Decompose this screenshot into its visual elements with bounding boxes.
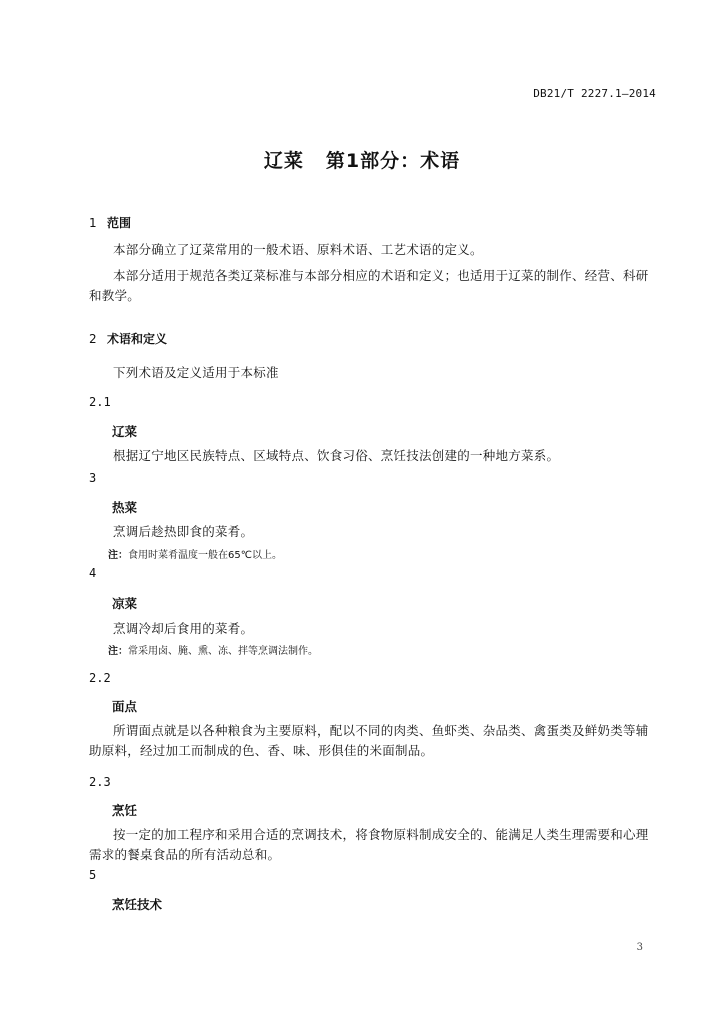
section-heading-scope [89,214,131,231]
clause-number: 4 [89,566,97,580]
term-definition: 烹调冷却后食用的菜肴。 [113,621,254,636]
clause-number: 2.1 [89,395,111,409]
term-definition: 按一定的加工程序和采用合适的烹调技术，将食物原料制成安全的、能满足人类生理需要和心理需求的餐桌食品的所有活动总和。 [89,827,649,862]
term-note [108,642,318,657]
note-text: 食用时菜肴温度一般在65℃以上。 [128,550,282,561]
note-label: 注： [108,550,128,561]
clause-number: 5 [89,868,97,882]
clause-number: 2.2 [89,671,111,685]
clause-number: 3 [89,471,97,485]
page-number: 3 [636,942,643,953]
term-definition: 根据辽宁地区民族特点、区域特点、饮食习俗、烹饪技法创建的一种地方菜系。 [113,448,560,463]
section-title: 术语和定义 [107,332,168,346]
scope-paragraph-1: 本部分确立了辽菜常用的一般术语、原料术语、工艺术语的定义。 [113,242,483,257]
term-title: 烹饪技术 [112,897,163,912]
section-heading-terms [89,330,167,347]
term-title: 热菜 [112,500,138,515]
section-title: 范围 [107,216,132,230]
term-definition: 所谓面点就是以各种粮食为主要原料，配以不同的肉类、鱼虾类、杂品类、禽蛋类及鲜奶类等辅助原料，经过加工而制成的色、香、味、形俱佳的米面制品。 [89,723,649,758]
clause-number: 2.3 [89,775,111,789]
note-text: 常采用卤、腌、熏、冻、拌等烹调法制作。 [128,646,318,657]
note-label: 注： [108,646,128,657]
scope-paragraph-2: 本部分适用于规范各类辽菜标准与本部分相应的术语和定义；也适用于辽菜的制作、经营、科研和教学。 [89,268,649,303]
title-part: 第1部分：术语 [325,150,461,172]
term-title: 凉菜 [112,596,138,611]
document-number: DB21/T 2227.1—2014 [533,87,656,100]
term-title: 辽菜 [112,424,138,439]
title-main: 辽菜 [263,150,304,172]
section-number: 2 [89,332,97,346]
term-title: 烹饪 [112,803,138,818]
terms-intro: 下列术语及定义适用于本标准 [113,365,279,380]
term-note [108,546,282,561]
term-title: 面点 [112,699,138,714]
page-title [0,146,724,173]
term-definition: 烹调后趁热即食的菜肴。 [113,524,254,539]
section-number: 1 [89,216,97,230]
